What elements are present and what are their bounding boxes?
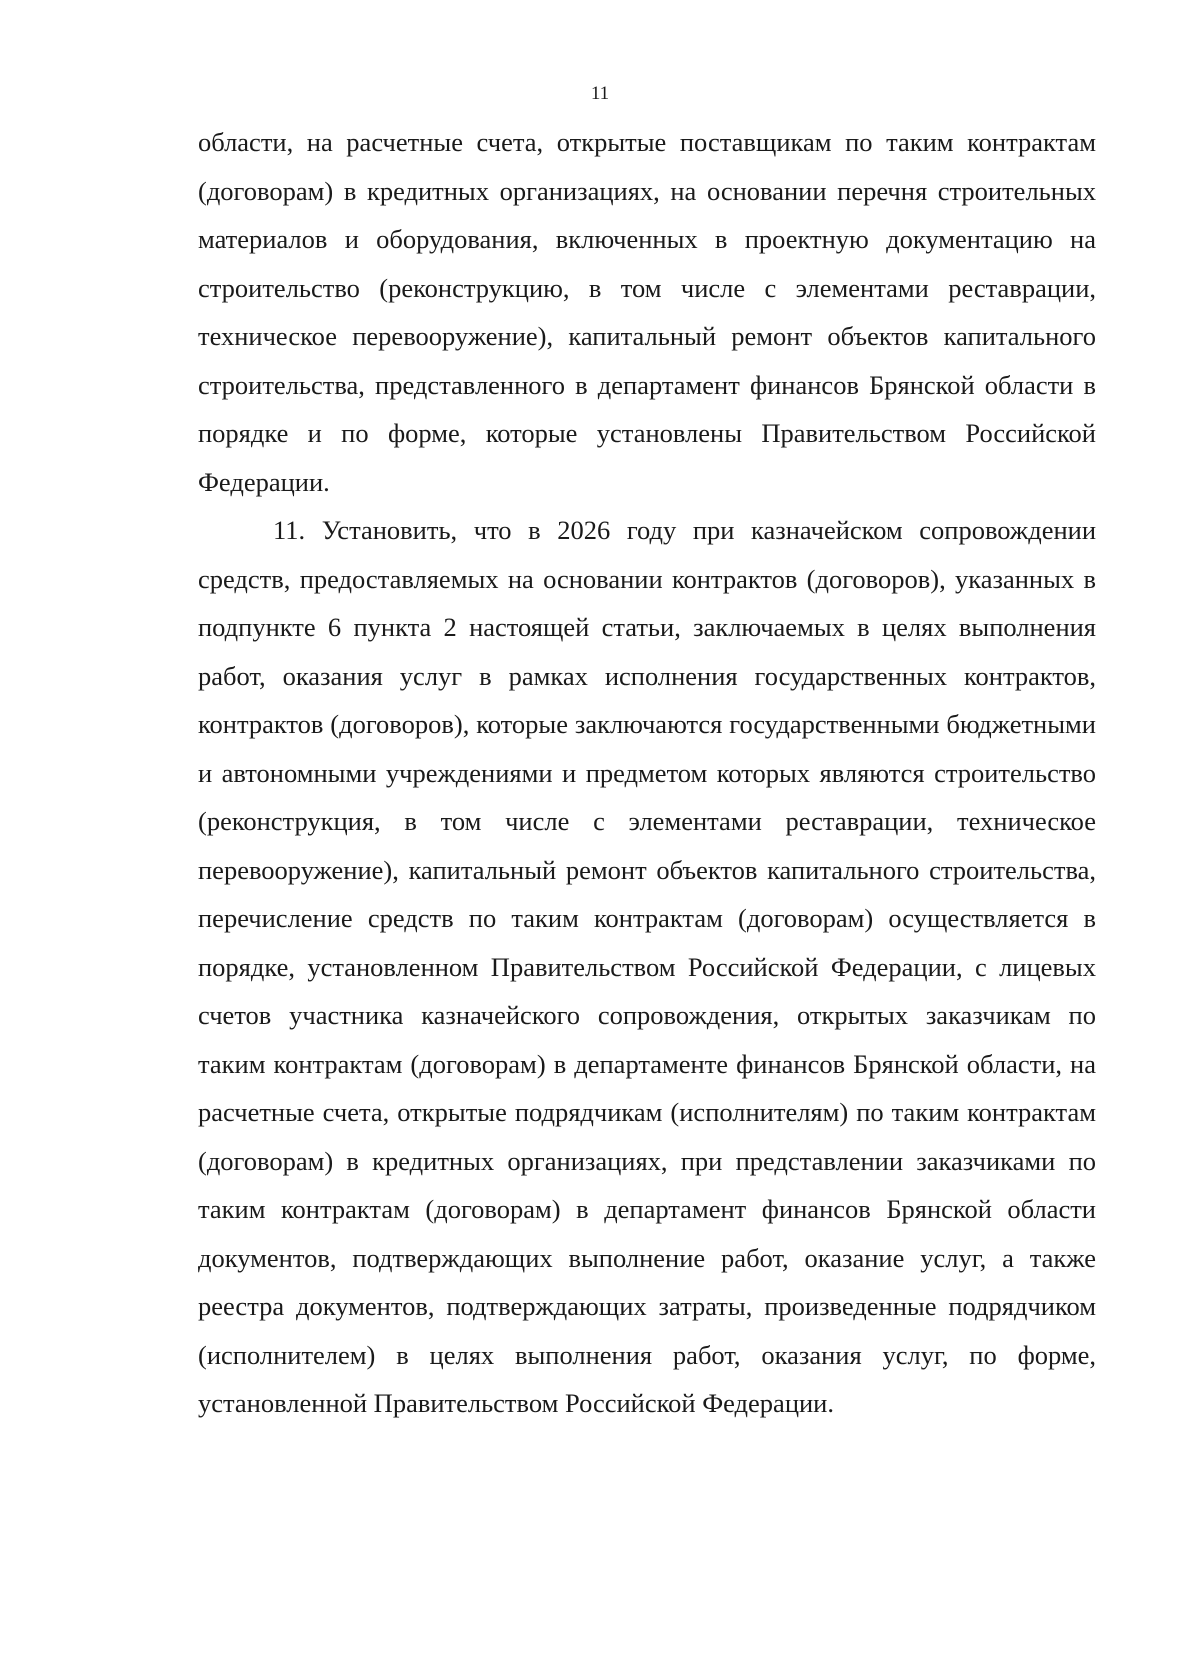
paragraph-item-11: 11. Установить, что в 2026 году при казначейском сопровождении средств, предоставляемых на основании контрактов (договоров), указанных в подпункте 6 пункта 2 настоящей статьи, заключаемых в целях выполнения работ, оказания услуг в рамках исполнения государственных контрактов, контрактов (договоров), которые заключаются государственными бюджетными и автономными учреждениями и предметом которых являются строительство (реконструкция, в том числе с элементами реставрации, техническое перевооружение), капитальный ремонт объектов капитального строительства, перечисление средств по таким контрактам (договорам) осуществляется в порядке, установленном Правительством Российской Федерации, с лицевых счетов участника казначейского сопровождения, открытых заказчикам по таким контрактам (договорам) в департаменте финансов Брянской области, на расчетные счета, открытые подрядчикам (исполнителям) по таким контрактам (договорам) в кредитных организациях, при представлении заказчиками по таким контрактам (договорам) в департамент финансов Брянской области документов, подтверждающих выполнение работ, оказание услуг, а также реестра документов, подтверждающих затраты, произведенные подрядчиком (исполнителем) в целях выполнения работ, оказания услуг, по форме, установленной Правительством Российской Федерации. [198,515,1096,1418]
paragraph-continuation: области, на расчетные счета, открытые поставщикам по таким контрактам (договорам) в кредитных организациях, на основании перечня строительных материалов и оборудования, включенных в проектную документацию на строительство (реконструкцию, в том числе с элементами реставрации, техническое перевооружение), капитальный ремонт объектов капитального строительства, представленного в департамент финансов Брянской области в порядке и по форме, которые установлены Правительством Российской Федерации. [198,127,1096,497]
document-body [198,118,1096,1428]
page-number: 11 [590,83,610,104]
